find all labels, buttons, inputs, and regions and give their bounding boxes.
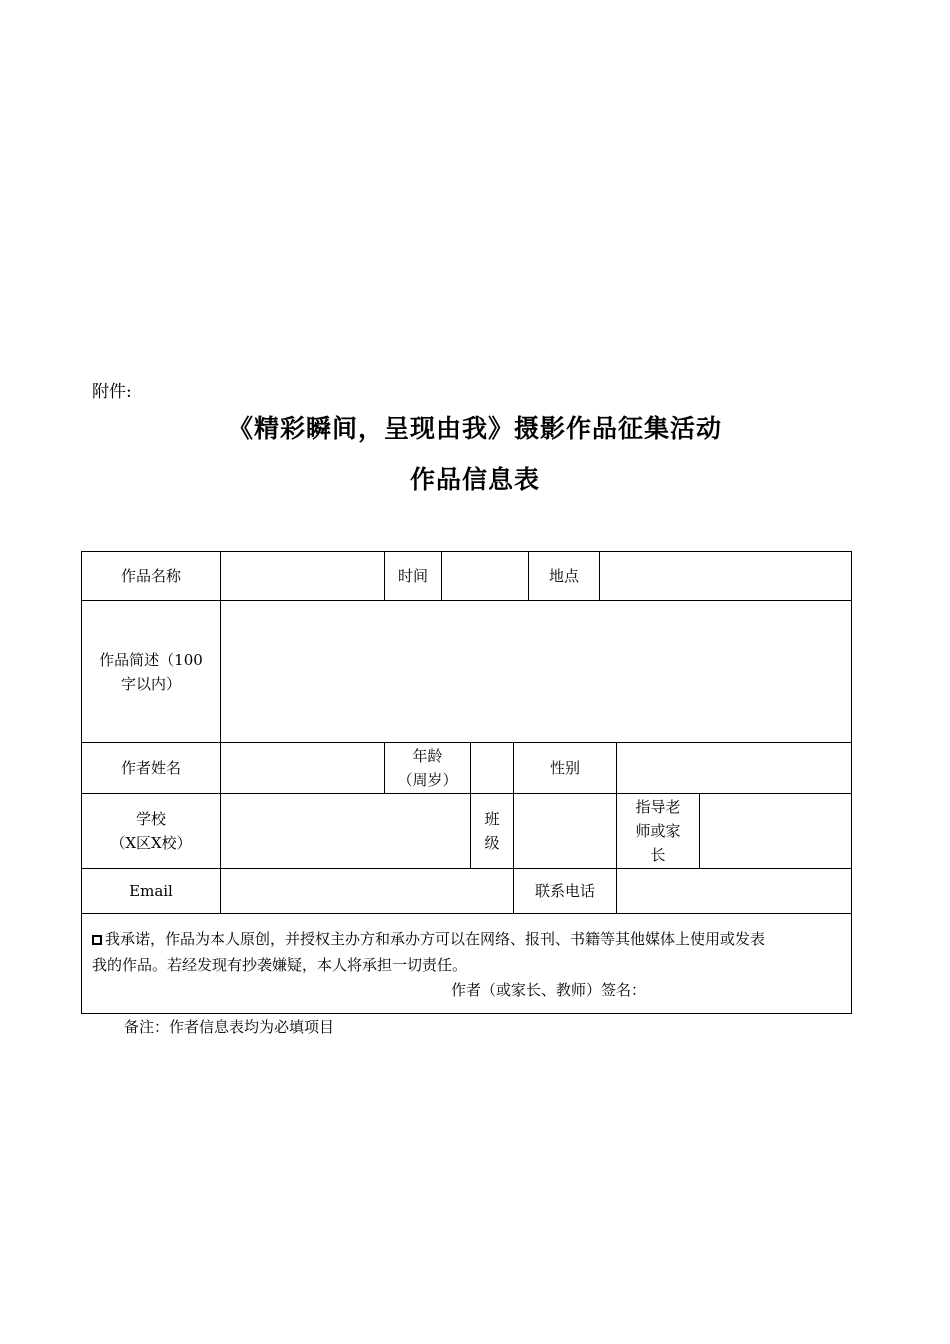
form-subtitle: 作品信息表	[409, 465, 540, 494]
email-label-text: Email	[129, 882, 173, 900]
pledge-line1-text: 我承诺，作品为本人原创，并授权主办方和承办方可以在网络、报刊、书籍等其他媒体上使用或发表	[105, 930, 766, 948]
school-label-line2: （X区X校）	[110, 834, 192, 852]
phone-label	[513, 868, 617, 914]
description-field[interactable]	[220, 600, 852, 743]
phone-label-text: 联系电话	[534, 882, 595, 900]
school-label	[81, 793, 221, 869]
signature-label: 作者（或家长、教师）签名：	[451, 981, 647, 999]
guide-label-line3: 长	[650, 846, 666, 864]
pledge-line2: 我的作品。若经发现有抄袭嫌疑，本人将承担一切责任。	[92, 956, 468, 974]
work-name-label-text: 作品名称	[120, 567, 181, 585]
age-label-line1: 年龄	[412, 747, 443, 765]
author-name-label-text: 作者姓名	[120, 759, 181, 777]
work-name-field[interactable]	[220, 551, 385, 601]
age-label	[384, 742, 471, 794]
class-label-line1: 班	[484, 810, 500, 828]
guide-label-line1: 指导老	[635, 798, 681, 816]
author-name-label	[81, 742, 221, 794]
age-label-line2: （周岁）	[397, 771, 458, 789]
email-field[interactable]	[220, 868, 514, 914]
place-label	[528, 551, 600, 601]
pledge-checkbox[interactable]	[92, 935, 102, 945]
class-label-line2: 级	[484, 834, 500, 852]
place-field[interactable]	[599, 551, 852, 601]
author-name-field[interactable]	[220, 742, 385, 794]
pledge-box	[81, 913, 852, 1014]
class-label	[470, 793, 514, 869]
email-label	[81, 868, 221, 914]
gender-label	[513, 742, 617, 794]
time-label	[384, 551, 442, 601]
place-label-text: 地点	[548, 567, 579, 585]
gender-label-text: 性别	[549, 759, 580, 777]
school-field[interactable]	[220, 793, 471, 869]
work-name-label	[81, 551, 221, 601]
time-field[interactable]	[441, 551, 529, 601]
guide-label-line2: 师或家	[635, 822, 681, 840]
guide-field[interactable]	[699, 793, 852, 869]
description-label-line2: 字以内）	[120, 674, 181, 693]
school-label-line1: 学校	[135, 810, 166, 828]
phone-field[interactable]	[616, 868, 852, 914]
description-label-line1: 作品简述（100	[99, 650, 203, 669]
pledge-line1	[92, 926, 841, 952]
footnote: 备注：作者信息表均为必填项目	[124, 1018, 335, 1036]
gender-field[interactable]	[616, 742, 852, 794]
guide-label	[616, 793, 700, 869]
description-label	[81, 600, 221, 743]
time-label-text: 时间	[397, 567, 428, 585]
form-title: 《精彩瞬间，呈现由我》摄影作品征集活动	[227, 414, 722, 443]
age-field[interactable]	[470, 742, 514, 794]
class-field[interactable]	[513, 793, 617, 869]
attachment-label: 附件:	[92, 382, 132, 402]
